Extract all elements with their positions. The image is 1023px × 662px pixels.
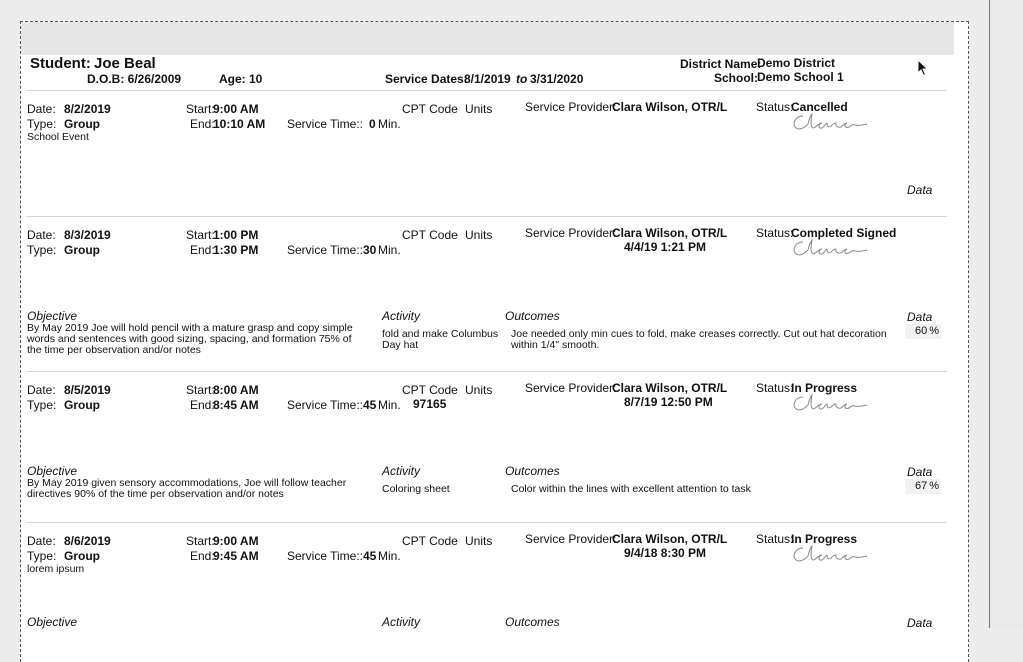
service-provider-name: Clara Wilson, OTR/L bbox=[612, 226, 728, 240]
service-time-value: 0 bbox=[369, 117, 376, 131]
start-label: Start: bbox=[186, 534, 215, 548]
divider bbox=[27, 216, 947, 217]
type-label: Type: bbox=[27, 398, 57, 412]
objective-label: Objective bbox=[27, 615, 78, 629]
start-label: Start: bbox=[186, 383, 215, 397]
date-label: Date: bbox=[27, 228, 56, 242]
page-header-band bbox=[21, 22, 954, 55]
units-label: Units bbox=[465, 534, 493, 548]
signature-image bbox=[789, 236, 871, 260]
activity-text: Coloring sheet bbox=[382, 483, 450, 495]
session-note: School Event bbox=[27, 131, 89, 143]
cpt-code-value: 97165 bbox=[413, 397, 447, 411]
activity-label: Activity bbox=[382, 615, 421, 629]
service-provider-label: Service Provider: bbox=[525, 381, 617, 395]
status-label: Status: bbox=[756, 381, 794, 395]
school-value: Demo School 1 bbox=[757, 70, 844, 84]
outcome-text: Joe needed only min cues to fold, make creases correctly. Cut out hat decoration within 1/4" smooth. bbox=[511, 328, 887, 351]
data-percent-box bbox=[905, 324, 941, 339]
student-dob: D.O.B: 6/26/2009 bbox=[87, 72, 182, 86]
outcomes-label: Outcomes bbox=[505, 464, 560, 478]
service-end-date: 3/31/2020 bbox=[530, 72, 584, 86]
activity-label: Activity bbox=[382, 309, 421, 323]
start-time: 8:00 AM bbox=[213, 383, 259, 397]
start-time: 9:00 AM bbox=[213, 534, 259, 548]
end-time: 10:10 AM bbox=[213, 117, 266, 131]
min-label: Min. bbox=[378, 243, 401, 257]
activity-text: fold and make Columbus Day hat bbox=[382, 328, 499, 351]
outcomes-label: Outcomes bbox=[505, 309, 560, 323]
start-label: Start: bbox=[186, 102, 215, 116]
cpt-code-label: CPT Code bbox=[402, 102, 458, 116]
session-date: 8/5/2019 bbox=[64, 383, 111, 397]
activity-label: Activity bbox=[382, 464, 421, 478]
district-value: Demo District bbox=[757, 56, 836, 70]
type-label: Type: bbox=[27, 243, 57, 257]
data-label: Data bbox=[907, 465, 933, 479]
date-label: Date: bbox=[27, 534, 56, 548]
divider bbox=[27, 522, 947, 523]
window-scrollbar[interactable] bbox=[989, 0, 1023, 628]
divider bbox=[27, 371, 947, 372]
service-time-label: Service Time:: bbox=[287, 549, 364, 563]
mouse-pointer-icon bbox=[917, 59, 929, 77]
end-label: End: bbox=[190, 243, 215, 257]
to-label: to bbox=[516, 72, 528, 86]
cpt-code-label: CPT Code bbox=[402, 228, 458, 242]
end-time: 9:45 AM bbox=[213, 549, 259, 563]
signed-timestamp: 8/7/19 12:50 PM bbox=[624, 395, 713, 409]
service-time-label: Service Time:: bbox=[287, 398, 364, 412]
service-dates-label: Service Dates: bbox=[385, 72, 468, 86]
cpt-code-label: CPT Code bbox=[402, 534, 458, 548]
end-time: 1:30 PM bbox=[213, 243, 259, 257]
min-label: Min. bbox=[378, 549, 401, 563]
end-label: End: bbox=[190, 549, 215, 563]
service-provider-name: Clara Wilson, OTR/L bbox=[612, 100, 728, 114]
service-time-value: 45 bbox=[363, 549, 377, 563]
outcomes-label: Outcomes bbox=[505, 615, 560, 629]
status-value: In Progress bbox=[791, 381, 858, 395]
report-page bbox=[20, 21, 969, 662]
service-start-date: 8/1/2019 bbox=[464, 72, 511, 86]
session-type: Group bbox=[64, 117, 100, 131]
student-age: Age: 10 bbox=[219, 72, 263, 86]
status-label: Status: bbox=[756, 100, 794, 114]
session-type: Group bbox=[64, 398, 100, 412]
service-time-value: 45 bbox=[363, 398, 377, 412]
objective-text: By May 2019 Joe will hold pencil with a mature grasp and copy simple words and sentences with good sizing, spacing, and formation 75% of the time per observation and/or notes bbox=[27, 322, 353, 356]
start-time: 9:00 AM bbox=[213, 102, 259, 116]
start-time: 1:00 PM bbox=[213, 228, 259, 242]
status-value: Cancelled bbox=[791, 100, 848, 114]
data-percent-box bbox=[905, 479, 941, 494]
service-provider-label: Service Provider: bbox=[525, 226, 617, 240]
service-provider-label: Service Provider: bbox=[525, 532, 617, 546]
data-value: 60 bbox=[914, 325, 928, 337]
min-label: Min. bbox=[378, 117, 401, 131]
session-type: Group bbox=[64, 243, 100, 257]
type-label: Type: bbox=[27, 549, 57, 563]
session-type: Group bbox=[64, 549, 100, 563]
signed-timestamp: 4/4/19 1:21 PM bbox=[624, 240, 707, 254]
status-value: Completed Signed bbox=[791, 226, 897, 240]
session-date: 8/6/2019 bbox=[64, 534, 111, 548]
type-label: Type: bbox=[27, 117, 57, 131]
status-value: In Progress bbox=[791, 532, 858, 546]
units-label: Units bbox=[465, 383, 493, 397]
units-label: Units bbox=[465, 102, 493, 116]
student-name: Joe Beal bbox=[94, 55, 156, 72]
data-label: Data bbox=[907, 310, 933, 324]
service-time-label: Service Time:: bbox=[287, 117, 364, 131]
percent-sign: % bbox=[929, 480, 939, 492]
end-time: 8:45 AM bbox=[213, 398, 259, 412]
service-provider-label: Service Provider: bbox=[525, 100, 617, 114]
signed-timestamp: 9/4/18 8:30 PM bbox=[624, 546, 707, 560]
service-time-label: Service Time:: bbox=[287, 243, 364, 257]
percent-sign: % bbox=[929, 325, 939, 337]
cpt-code-label: CPT Code bbox=[402, 383, 458, 397]
service-provider-name: Clara Wilson, OTR/L bbox=[612, 532, 728, 546]
session-date: 8/2/2019 bbox=[64, 102, 111, 116]
session-date: 8/3/2019 bbox=[64, 228, 111, 242]
district-label: District Name: bbox=[680, 57, 762, 71]
student-label: Student: bbox=[30, 55, 91, 72]
objective-label: Objective bbox=[27, 464, 78, 478]
start-label: Start: bbox=[186, 228, 215, 242]
service-time-value: 30 bbox=[363, 243, 377, 257]
data-label: Data bbox=[907, 183, 933, 197]
end-label: End: bbox=[190, 117, 215, 131]
end-label: End: bbox=[190, 398, 215, 412]
data-label: Data bbox=[907, 616, 933, 630]
signature-image bbox=[789, 391, 871, 415]
school-label: School: bbox=[714, 71, 758, 85]
divider bbox=[27, 90, 947, 91]
outcome-text: Color within the lines with excellent attention to task bbox=[511, 483, 751, 495]
status-label: Status: bbox=[756, 532, 794, 546]
signature-image bbox=[789, 542, 871, 566]
units-label: Units bbox=[465, 228, 493, 242]
date-label: Date: bbox=[27, 102, 56, 116]
signature-image bbox=[789, 110, 871, 134]
date-label: Date: bbox=[27, 383, 56, 397]
objective-label: Objective bbox=[27, 309, 78, 323]
min-label: Min. bbox=[378, 398, 401, 412]
session-note: lorem ipsum bbox=[27, 563, 85, 575]
data-value: 67 bbox=[914, 480, 928, 492]
objective-text: By May 2019 given sensory accommodations, Joe will follow teacher directives 90% of the time per observation and/or notes bbox=[27, 477, 347, 500]
status-label: Status: bbox=[756, 226, 794, 240]
service-provider-name: Clara Wilson, OTR/L bbox=[612, 381, 728, 395]
